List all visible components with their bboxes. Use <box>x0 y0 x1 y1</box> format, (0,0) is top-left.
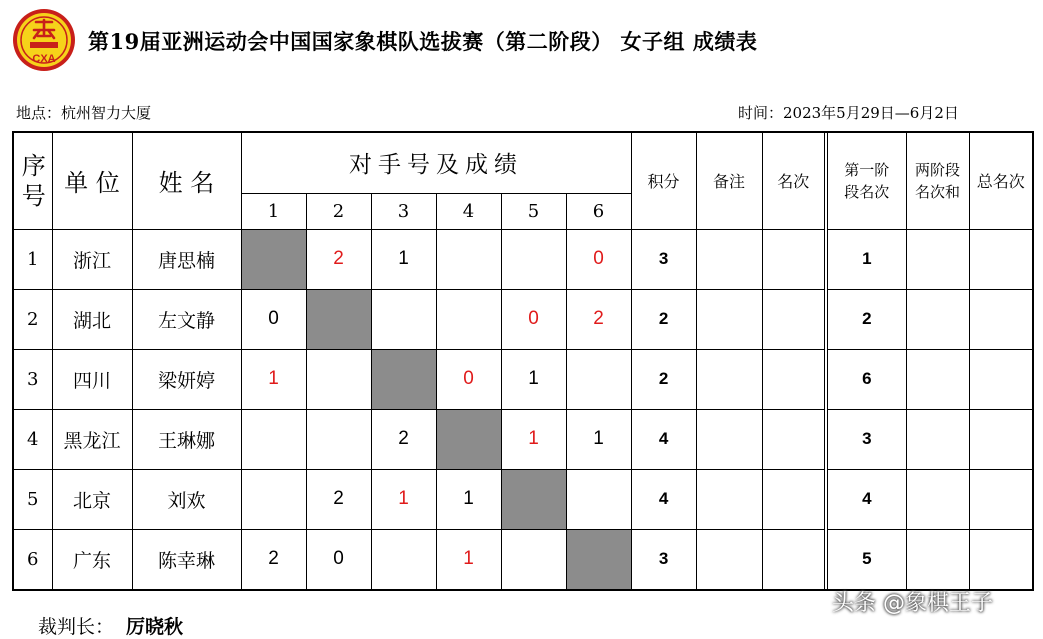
rank-cell <box>762 229 826 289</box>
rank-cell <box>762 409 826 469</box>
score-cell: 1 <box>501 349 566 409</box>
table-row <box>14 469 1032 529</box>
opponent-number: 5 <box>501 193 566 229</box>
total-rank-cell <box>969 229 1032 289</box>
remark-cell <box>696 289 762 349</box>
header-seq: 序号 <box>14 133 52 229</box>
unit-cell: 北京 <box>52 469 132 529</box>
sum-rank-cell <box>906 409 969 469</box>
table-row <box>14 229 1032 289</box>
referee-name: 厉晓秋 <box>126 616 184 638</box>
score-cell <box>566 469 631 529</box>
self-match-cell <box>371 349 436 409</box>
score-cell <box>501 229 566 289</box>
stage1-rank-cell: 2 <box>826 289 906 349</box>
header-stage1-rank: 第一阶段名次 <box>826 133 906 229</box>
name-cell: 陈幸琳 <box>132 529 241 589</box>
remark-cell <box>696 349 762 409</box>
points-cell: 4 <box>631 409 696 469</box>
score-cell: 0 <box>501 289 566 349</box>
results-table <box>14 133 1032 589</box>
score-cell <box>371 289 436 349</box>
sum-rank-cell <box>906 469 969 529</box>
rank-cell <box>762 529 826 589</box>
remark-cell <box>696 229 762 289</box>
rank-cell <box>762 289 826 349</box>
remark-cell <box>696 409 762 469</box>
stage1-rank-cell: 5 <box>826 529 906 589</box>
header-sum-rank: 两阶段名次和 <box>906 133 969 229</box>
score-cell <box>436 229 501 289</box>
results-table-frame <box>12 131 1034 591</box>
name-cell: 左文静 <box>132 289 241 349</box>
stage1-rank-cell: 1 <box>826 229 906 289</box>
score-cell: 0 <box>566 229 631 289</box>
score-cell <box>241 469 306 529</box>
total-rank-cell <box>969 529 1032 589</box>
total-rank-cell <box>969 289 1032 349</box>
name-cell: 梁妍婷 <box>132 349 241 409</box>
stage1-rank-cell: 4 <box>826 469 906 529</box>
unit-cell: 浙江 <box>52 229 132 289</box>
seq-cell: 4 <box>14 409 52 469</box>
date-range-text: 时间：2023年5月29日—6月2日 <box>738 104 959 122</box>
header-rank: 名次 <box>762 133 826 229</box>
header-unit: 单 位 <box>52 133 132 229</box>
unit-cell: 四川 <box>52 349 132 409</box>
score-cell <box>566 349 631 409</box>
logo-text: CXA <box>32 53 56 65</box>
header-total-rank: 总名次 <box>969 133 1032 229</box>
score-cell: 2 <box>241 529 306 589</box>
self-match-cell <box>501 469 566 529</box>
header-opponents: 对手号及成绩 <box>241 133 631 193</box>
opponent-number: 2 <box>306 193 371 229</box>
sum-rank-cell <box>906 229 969 289</box>
table-row <box>14 289 1032 349</box>
opponent-number: 4 <box>436 193 501 229</box>
rank-cell <box>762 469 826 529</box>
header-remark: 备注 <box>696 133 762 229</box>
table-row <box>14 409 1032 469</box>
total-rank-cell <box>969 469 1032 529</box>
score-cell: 1 <box>501 409 566 469</box>
points-cell: 3 <box>631 529 696 589</box>
location-text: 地点：杭州智力大厦 <box>16 104 152 122</box>
score-cell: 1 <box>371 469 436 529</box>
header-points: 积分 <box>631 133 696 229</box>
score-cell <box>371 529 436 589</box>
name-cell: 刘欢 <box>132 469 241 529</box>
watermark: 头条 @象棋王子 <box>832 591 993 616</box>
score-cell: 1 <box>371 229 436 289</box>
score-cell <box>436 289 501 349</box>
score-cell: 2 <box>306 229 371 289</box>
referee-label: 裁判长： <box>38 616 115 638</box>
self-match-cell <box>241 229 306 289</box>
points-cell: 2 <box>631 289 696 349</box>
score-cell: 2 <box>566 289 631 349</box>
seq-cell: 6 <box>14 529 52 589</box>
seq-cell: 1 <box>14 229 52 289</box>
cxa-logo-icon <box>12 8 76 72</box>
points-cell: 2 <box>631 349 696 409</box>
opponent-number: 6 <box>566 193 631 229</box>
header-name: 姓 名 <box>132 133 241 229</box>
table-row <box>14 529 1032 589</box>
points-cell: 4 <box>631 469 696 529</box>
self-match-cell <box>566 529 631 589</box>
sum-rank-cell <box>906 529 969 589</box>
score-cell <box>306 349 371 409</box>
unit-cell: 黑龙江 <box>52 409 132 469</box>
opponent-number: 1 <box>241 193 306 229</box>
remark-cell <box>696 529 762 589</box>
score-cell: 1 <box>436 529 501 589</box>
name-cell: 唐思楠 <box>132 229 241 289</box>
self-match-cell <box>306 289 371 349</box>
page-title: 第19届亚洲运动会中国国家象棋队选拔赛（第二阶段） 女子组 成绩表 <box>88 29 758 54</box>
sum-rank-cell <box>906 289 969 349</box>
stage1-rank-cell: 6 <box>826 349 906 409</box>
seq-cell: 2 <box>14 289 52 349</box>
remark-cell <box>696 469 762 529</box>
score-cell: 1 <box>241 349 306 409</box>
points-cell: 3 <box>631 229 696 289</box>
total-rank-cell <box>969 409 1032 469</box>
score-cell <box>501 529 566 589</box>
total-rank-cell <box>969 349 1032 409</box>
score-cell: 2 <box>371 409 436 469</box>
score-cell: 0 <box>306 529 371 589</box>
unit-cell: 广东 <box>52 529 132 589</box>
unit-cell: 湖北 <box>52 289 132 349</box>
name-cell: 王琳娜 <box>132 409 241 469</box>
table-row <box>14 349 1032 409</box>
score-cell <box>241 409 306 469</box>
score-cell: 0 <box>436 349 501 409</box>
score-cell <box>306 409 371 469</box>
stage1-rank-cell: 3 <box>826 409 906 469</box>
seq-cell: 5 <box>14 469 52 529</box>
sum-rank-cell <box>906 349 969 409</box>
score-cell: 2 <box>306 469 371 529</box>
score-cell: 1 <box>436 469 501 529</box>
seq-cell: 3 <box>14 349 52 409</box>
rank-cell <box>762 349 826 409</box>
score-cell: 1 <box>566 409 631 469</box>
referee-line <box>38 612 183 639</box>
score-cell: 0 <box>241 289 306 349</box>
opponent-number: 3 <box>371 193 436 229</box>
self-match-cell <box>436 409 501 469</box>
